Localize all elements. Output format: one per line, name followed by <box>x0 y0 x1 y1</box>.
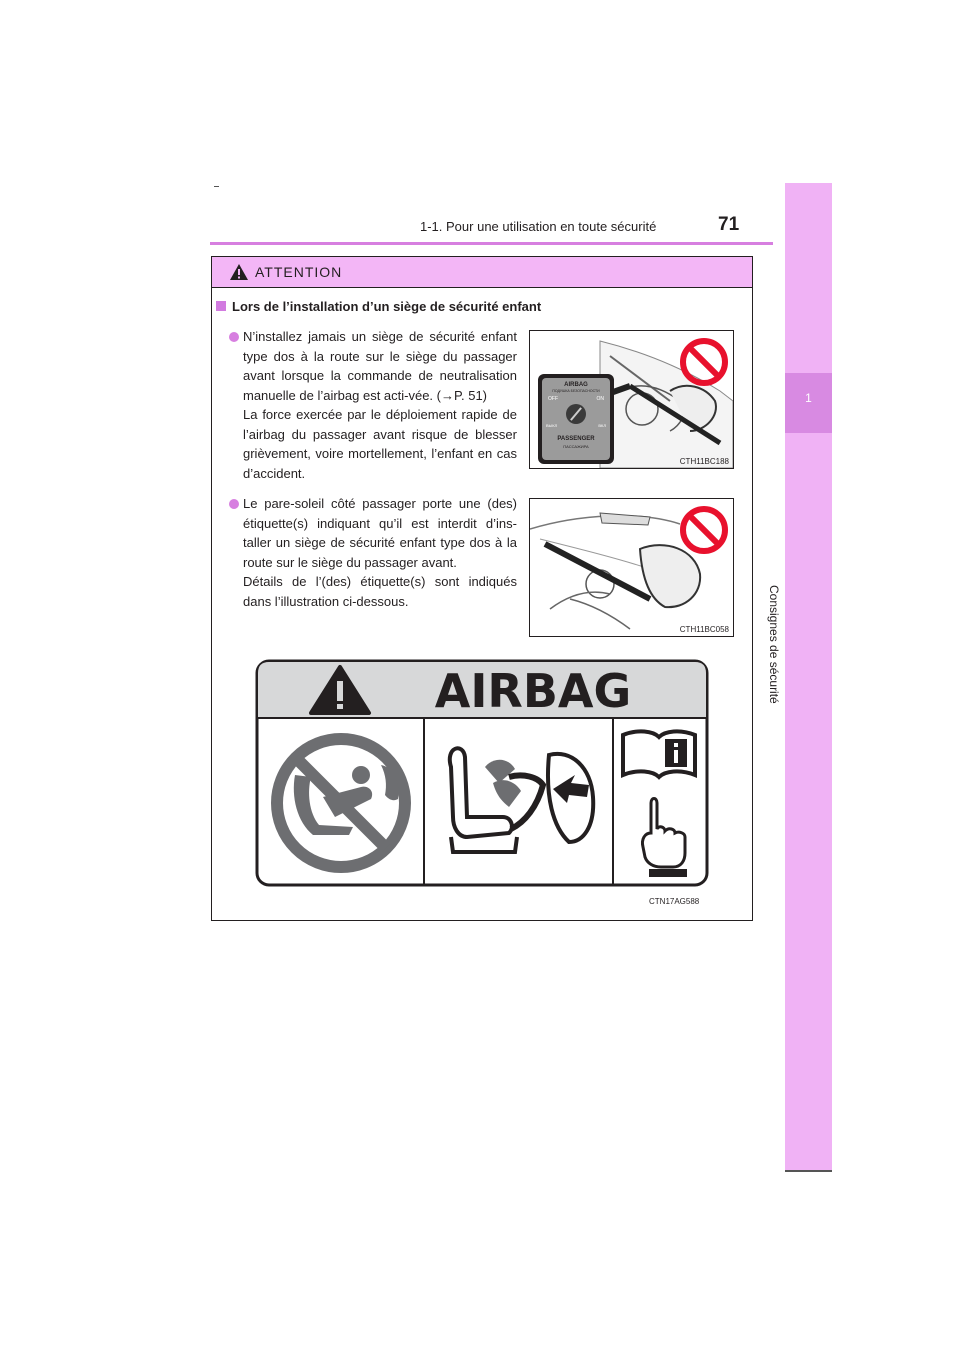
header-rule <box>210 242 773 245</box>
subheading-text: Lors de l’installation d’un siège de sécurité enfant <box>232 299 542 314</box>
chapter-number: 1 <box>805 391 812 405</box>
switch-label-off-ru: ВЫКЛ <box>546 423 558 428</box>
bullet-dot-icon <box>229 499 239 509</box>
switch-face <box>542 378 610 460</box>
switch-label-passenger-ru: ПАССАЖИРА <box>563 444 589 449</box>
square-bullet-icon <box>216 301 226 311</box>
prohibition-icon <box>678 504 730 556</box>
subheading <box>216 299 541 314</box>
chapter-label[interactable]: Consignes de sécurité <box>767 585 781 704</box>
switch-label-on: ON <box>596 396 604 402</box>
airbag-label-graphic <box>253 657 711 889</box>
switch-label-passenger: PASSENGER <box>557 436 595 442</box>
switch-knob-icon <box>566 404 586 424</box>
section-title: 1-1. Pour une utilisation en toute sécurité <box>420 219 657 234</box>
prohibition-icon <box>678 336 730 388</box>
bullet-1 <box>243 327 517 483</box>
figure-code: CTH11BC058 <box>679 625 729 634</box>
bullet-2-text: Le pare-soleil côté passager porte une (des) étiquette(s) indiquant qu’il est interdit d’ins-taller un siège de sécurité enfant type dos à la route sur le siège du passager avant. <box>243 496 517 570</box>
figure-airbag-switch <box>529 330 734 469</box>
chapter-sidebar <box>785 183 832 1170</box>
attention-header <box>212 257 752 288</box>
airbag-label-title: AIRBAG <box>434 664 632 718</box>
bullet-1-text-2: La force exercée par le déploiement rapide de l’airbag du passager avant risque de blesser grièvement, voire mortellement, l’enfant en cas d’accident. <box>243 407 517 481</box>
attention-heading: ATTENTION <box>255 264 343 280</box>
attention-box <box>211 256 753 921</box>
switch-label-airbag: AIRBAG <box>564 382 588 388</box>
label-code: CTN17AG588 <box>649 897 700 906</box>
header-dash <box>214 186 219 187</box>
figure-sun-visor <box>529 498 734 637</box>
bullet-dot-icon <box>229 332 239 342</box>
switch-label-off: OFF <box>548 396 558 402</box>
sidebar-bottom-line <box>785 1170 832 1172</box>
warning-triangle-icon <box>229 263 249 281</box>
switch-label-airbag-ru: ПОДУШКА БЕЗОПАСНОСТИ <box>552 389 600 393</box>
figure-code: CTH11BC188 <box>679 457 729 466</box>
switch-label-on-ru: ВКЛ <box>598 423 606 428</box>
bullet-1-text: N’installez jamais un siège de sécurité enfant type dos à la route sur le siège du passager avant lorsque la commande de neutralisation manuelle de l’airbag est acti-vée. (→P. 51) <box>243 329 517 403</box>
bullet-2 <box>243 494 517 611</box>
chapter-tab[interactable] <box>785 373 832 433</box>
switch-panel <box>538 374 614 464</box>
bullet-2-text-2: Détails de l’(des) étiquette(s) sont indiqués dans l’illustration ci-dessous. <box>243 574 517 609</box>
page-number: 71 <box>718 214 740 235</box>
airbag-warning-label <box>253 657 711 889</box>
